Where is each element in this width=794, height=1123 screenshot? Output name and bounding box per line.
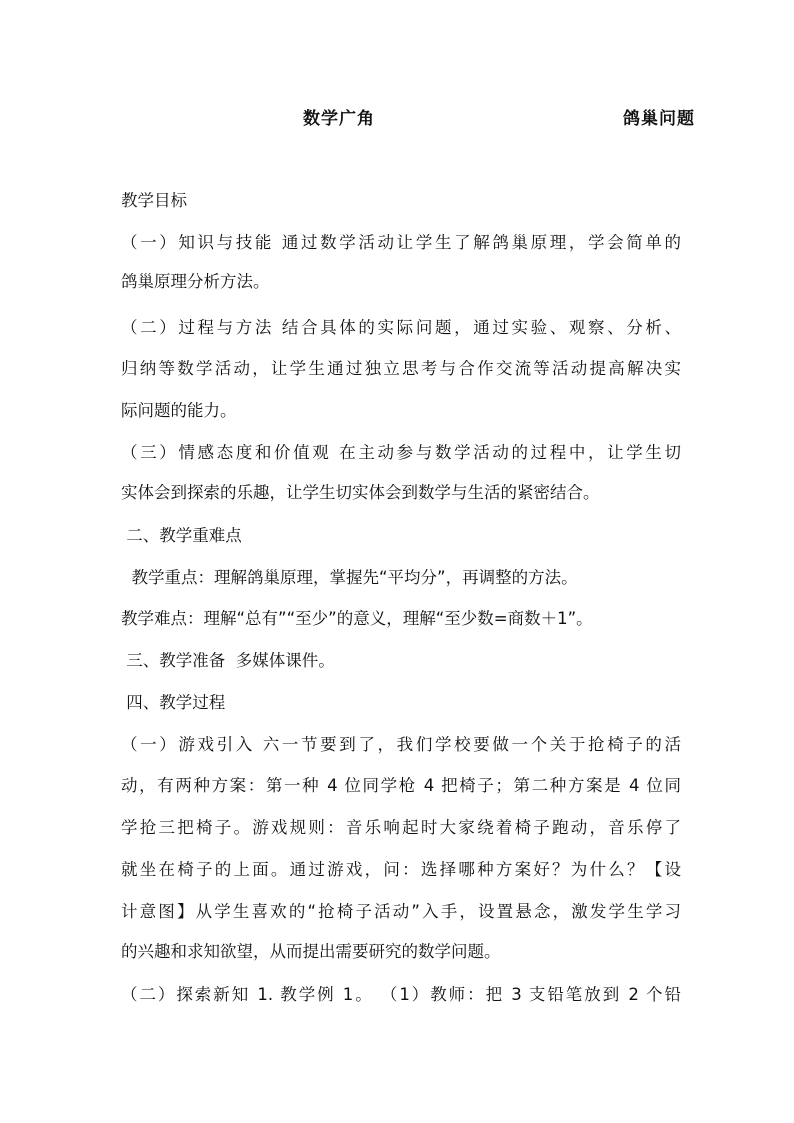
document-title xyxy=(0,104,794,129)
paragraph-line: （一）游戏引入 六一节要到了，我们学校要做一个关于抢椅子的活 xyxy=(121,735,681,754)
paragraph-line: 教学难点：理解“总有”“至少”的意义，理解“至少数=商数＋1”。 xyxy=(121,609,593,628)
paragraph-line: 计意图】从学生喜欢的“抢椅子活动”入手，设置悬念，激发学生学习 xyxy=(121,902,681,921)
paragraph-line: 际问题的能力。 xyxy=(121,401,237,420)
paragraph-line: （三）情感态度和价值观 在主动参与数学活动的过程中，让学生切 xyxy=(121,443,681,462)
section-heading-key-points: 二、教学重难点 xyxy=(121,526,242,545)
paragraph-line: 的兴趣和求知欲望，从而提出需要研究的数学问题。 xyxy=(121,942,501,961)
section-heading-objectives: 教学目标 xyxy=(121,191,187,210)
paragraph-line: 教学重点：理解鸽巢原理，掌握先“平均分”，再调整的方法。 xyxy=(121,568,578,587)
paragraph-line: 就坐在椅子的上面。通过游戏，问：选择哪种方案好？为什么？【设 xyxy=(121,860,681,879)
paragraph-line: 归纳等数学活动，让学生通过独立思考与合作交流等活动提高解决实 xyxy=(121,359,681,378)
paragraph-line: 动，有两种方案：第一种 4 位同学枪 4 把椅子；第二种方案是 4 位同 xyxy=(121,776,681,795)
title-part-math-corner: 数学广角 xyxy=(303,109,375,129)
section-heading-process: 四、教学过程 xyxy=(121,693,226,712)
paragraph-line: （二）探索新知 1. 教学例 1。 （1）教师：把 3 支铅笔放到 2 个铅 xyxy=(121,985,681,1004)
title-part-pigeonhole: 鸽巢问题 xyxy=(623,109,695,129)
section-heading-preparation: 三、教学准备 多媒体课件。 xyxy=(121,651,335,670)
paragraph-line: 实体会到探索的乐趣，让学生切实体会到数学与生活的紧密结合。 xyxy=(121,483,600,502)
paragraph-line: 学抢三把椅子。游戏规则：音乐响起时大家绕着椅子跑动，音乐停了 xyxy=(121,818,681,837)
paragraph-line: 鸽巢原理分析方法。 xyxy=(121,272,270,291)
paragraph-line: （一）知识与技能 通过数学活动让学生了解鸽巢原理，学会简单的 xyxy=(121,233,681,252)
paragraph-line: （二）过程与方法 结合具体的实际问题，通过实验、观察、分析、 xyxy=(121,318,681,337)
